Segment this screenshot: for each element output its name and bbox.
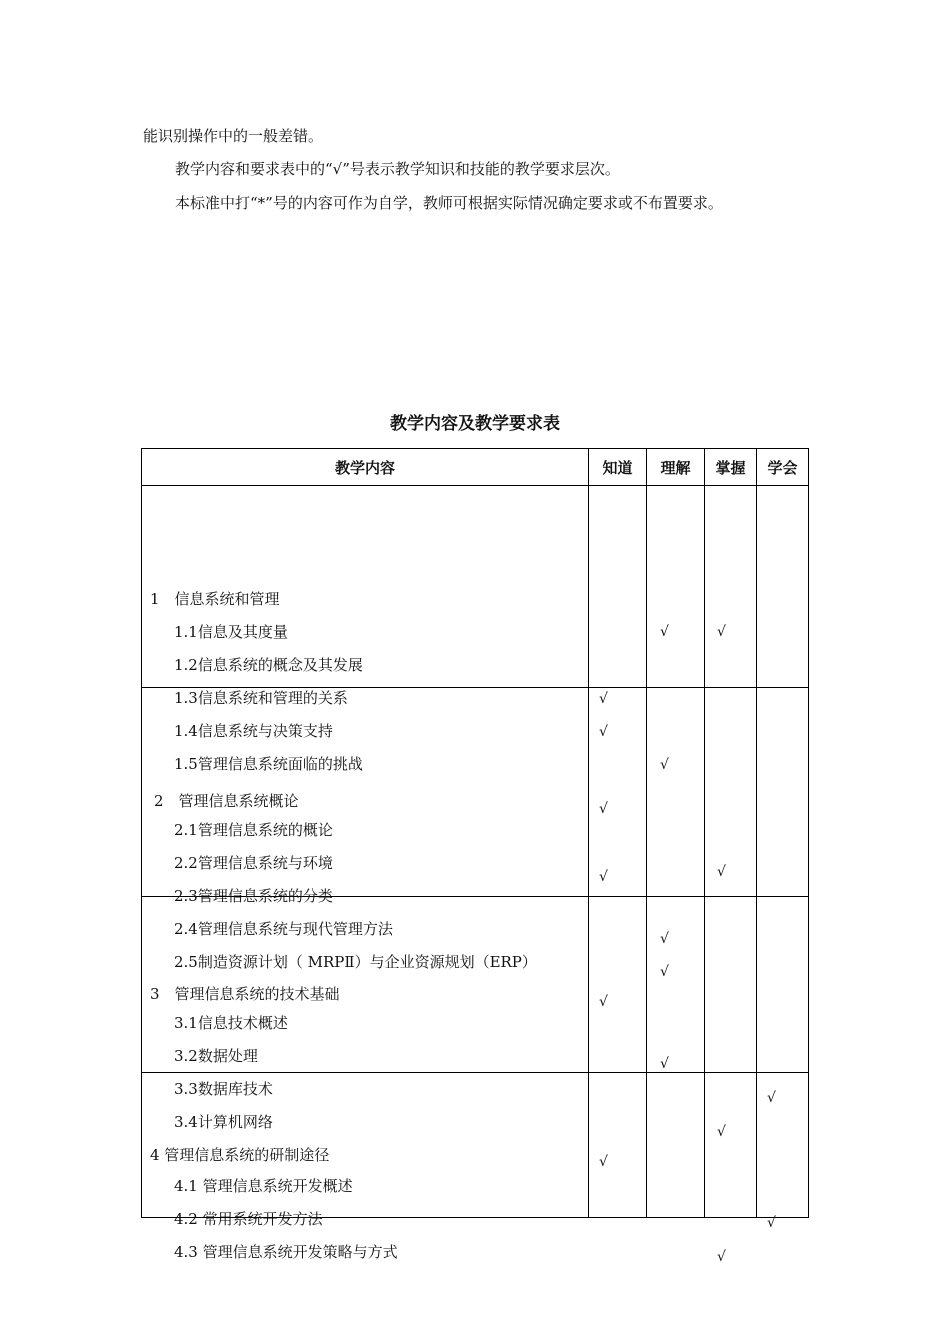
item-1-2: 1.2信息系统的概念及其发展	[174, 655, 363, 674]
section-row-2	[142, 688, 809, 897]
intro-paragraph-3: 本标准中打“*”号的内容可作为自学，教师可根据实际情况确定要求或不布置要求。	[175, 194, 723, 212]
header-know: 知道	[589, 449, 647, 486]
check-mark: √	[767, 1215, 776, 1231]
header-learn: 学会	[757, 449, 809, 486]
check-mark: √	[767, 1089, 776, 1106]
check-mark: √	[599, 869, 608, 885]
item-1-5: 1.5管理信息系统面临的挑战	[174, 754, 363, 773]
item-4-2: 4.2 常用系统开发方法	[174, 1210, 323, 1228]
table-header-row	[142, 449, 809, 486]
check-mark: √	[717, 864, 726, 880]
item-4-1: 4.1 管理信息系统开发概述	[174, 1177, 353, 1195]
section-row-1	[142, 486, 809, 688]
item-1-1: 1.1信息及其度量	[174, 622, 288, 641]
check-mark: √	[660, 964, 669, 980]
item-2-3: 2.3管理信息系统的分类	[174, 887, 333, 905]
header-content: 教学内容	[142, 449, 589, 486]
check-mark: √	[660, 1055, 669, 1072]
check-mark: √	[660, 623, 669, 640]
table-title: 教学内容及教学要求表	[390, 414, 560, 434]
intro-paragraph-1: 能识别操作中的一般差错。	[143, 127, 324, 145]
item-1-3: 1.3信息系统和管理的关系	[174, 688, 348, 707]
item-2-2: 2.2管理信息系统与环境	[174, 854, 333, 872]
check-mark: √	[599, 801, 608, 817]
check-mark: √	[660, 756, 669, 773]
item-3-2: 3.2数据处理	[174, 1046, 258, 1065]
section-title: 3 管理信息系统的技术基础	[150, 984, 340, 1003]
check-mark: √	[599, 993, 608, 1010]
check-mark: √	[599, 690, 608, 707]
check-mark: √	[717, 1123, 726, 1140]
requirements-table	[141, 448, 809, 1265]
check-mark: √	[660, 931, 669, 947]
check-mark: √	[599, 723, 608, 740]
item-4-3: 4.3 管理信息系统开发策略与方式	[174, 1243, 398, 1261]
item-1-4: 1.4信息系统与决策支持	[174, 721, 333, 740]
intro-paragraph-2: 教学内容和要求表中的“√”号表示教学知识和技能的教学要求层次。	[175, 160, 620, 178]
check-mark: √	[599, 1154, 608, 1170]
item-3-3: 3.3数据库技术	[174, 1079, 273, 1098]
item-2-4: 2.4管理信息系统与现代管理方法	[174, 920, 393, 938]
item-3-4: 3.4计算机网络	[174, 1112, 273, 1131]
section-title: 2 管理信息系统概论	[154, 792, 299, 810]
header-master: 掌握	[705, 449, 757, 486]
item-2-1: 2.1管理信息系统的概论	[174, 821, 333, 839]
header-understand: 理解	[647, 449, 705, 486]
section-title: 4 管理信息系统的研制途径	[150, 1146, 330, 1164]
check-mark: √	[717, 1249, 726, 1265]
item-3-1: 3.1信息技术概述	[174, 1013, 288, 1032]
section-title: 1 信息系统和管理	[150, 589, 280, 608]
check-mark: √	[717, 623, 726, 640]
item-2-5: 2.5制造资源计划（ MRPⅡ）与企业资源规划（ERP）	[174, 953, 537, 971]
